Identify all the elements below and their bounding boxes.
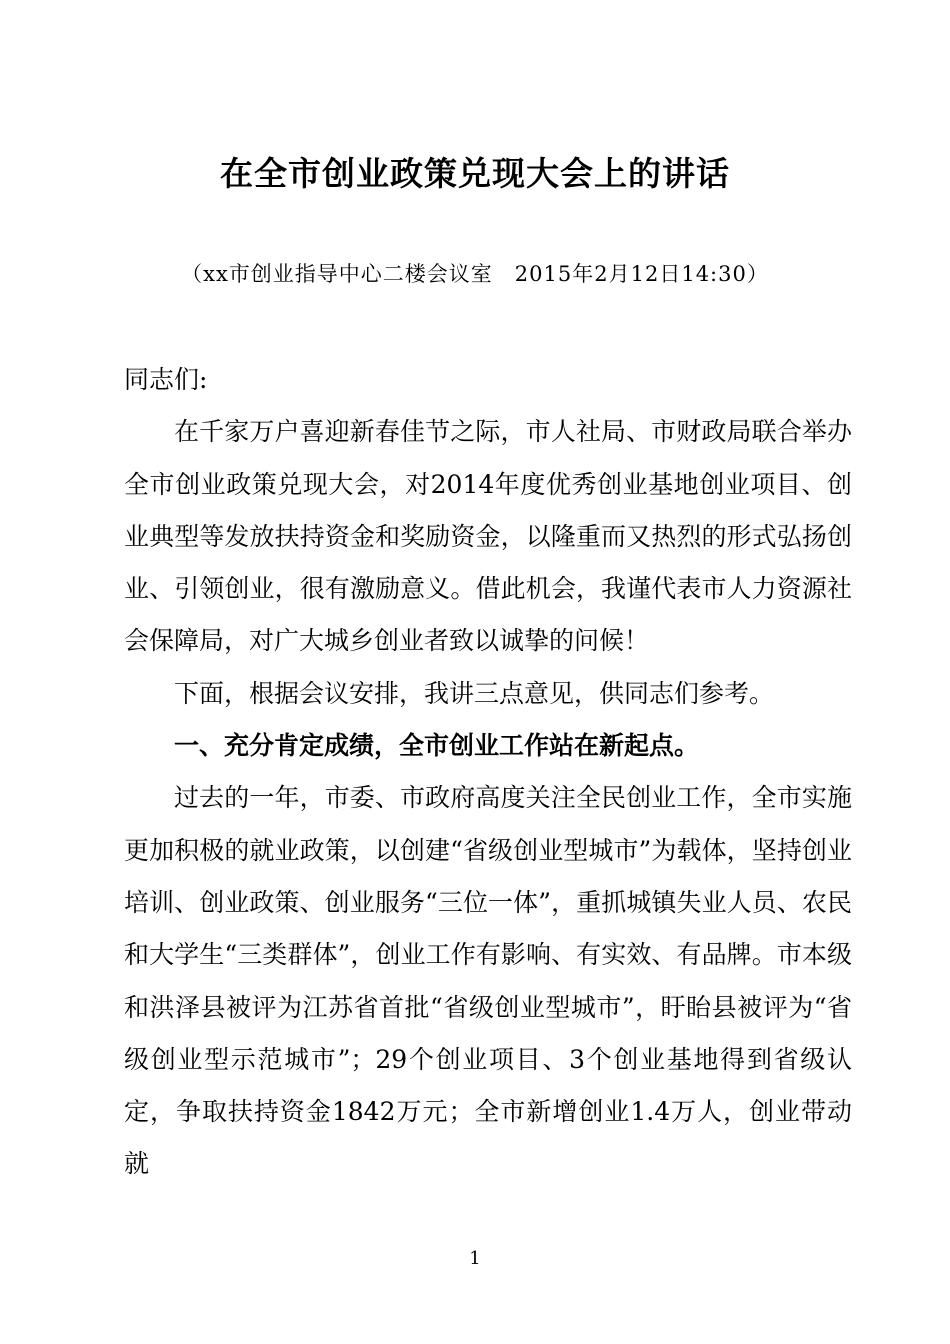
meeting-location-date: （xx市创业指导中心二楼会议室 2015年2月12日14:30） [181, 262, 769, 286]
paragraph-intro: 在千家万户喜迎新春佳节之际，市人社局、市财政局联合举办全市创业政策兑现大会，对2014年度优秀创业基地创业项目、创业典型等发放扶持资金和奖励资金，以隆重而又热烈的形式弘扬创业、引领创业，很有激励意义。借此机会，我谨代表市人力资源社会保障局，对广大城乡创业者致以诚挚的问候！ [124, 417, 852, 656]
section-paragraph: 过去的一年，市委、市政府高度关注全民创业工作，全市实施更加积极的就业政策，以创建“省级创业型城市”为载体，坚持创业培训、创业政策、创业服务“三位一体”，重抓城镇失业人员、农民和大学生“三类群体”，创业工作有影响、有实效、有品牌。市本级和洪泽县被评为江苏省首批“省级创业型城市”，盱眙县被评为“省级创业型示范城市”；29个创业项目、3个创业基地得到省级认定，争取扶持资金1842万元；全市新增创业1.4万人，创业带动就 [124, 783, 852, 1179]
paragraph-outline: 下面，根据会议安排，我讲三点意见，供同志们参考。 [174, 678, 775, 708]
document-body [124, 354, 852, 1191]
document-title: 在全市创业政策兑现大会上的讲话 [220, 154, 730, 193]
page-number: 1 [469, 1248, 481, 1269]
salutation: 同志们: [124, 365, 208, 394]
section-heading: 一、充分肯定成绩，全市创业工作站在新起点。 [174, 731, 700, 761]
